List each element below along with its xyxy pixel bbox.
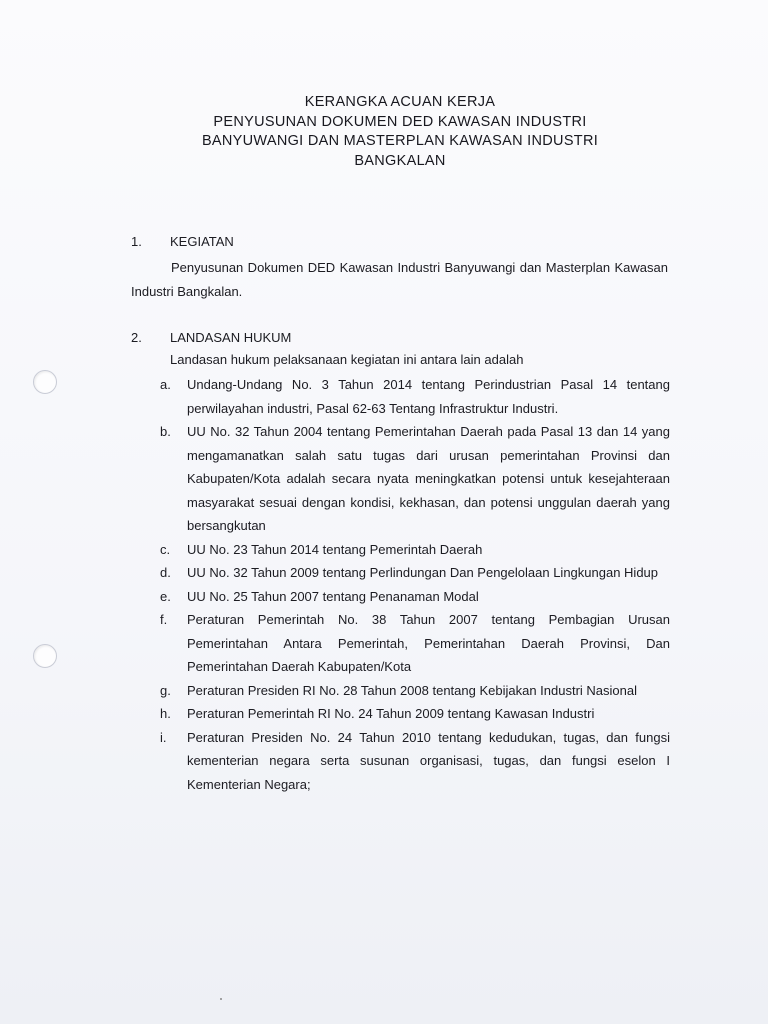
- list-item-text: Peraturan Presiden RI No. 28 Tahun 2008 tentang Kebijakan Industri Nasional: [187, 682, 637, 698]
- list-item: [160, 373, 670, 420]
- title-line: BANYUWANGI DAN MASTERPLAN KAWASAN INDUSTRI: [201, 133, 599, 149]
- punch-hole-top: [33, 370, 57, 394]
- list-item-text: Peraturan Pemerintah No. 38 Tahun 2007 tentang Pembagian Urusan Pemerintahan Antara Pemerintah, Pemerintahan Daerah Provinsi, Dan Pemerintahan Daerah Kabupaten/Kota: [187, 612, 670, 674]
- section-2-heading: LANDASAN HUKUM: [170, 330, 292, 345]
- list-item-letter: f.: [160, 612, 168, 627]
- title-line: BANGKALAN: [354, 152, 446, 169]
- list-item-text: UU No. 25 Tahun 2007 tentang Penanaman Modal: [187, 588, 479, 604]
- title-line: PENYUSUNAN DOKUMEN DED KAWASAN INDUSTRI: [213, 113, 587, 130]
- list-item: [160, 585, 670, 609]
- section-1-heading: KEGIATAN: [170, 234, 234, 249]
- punch-hole-bottom: [33, 644, 57, 668]
- list-item: [160, 702, 670, 726]
- list-item-letter: b.: [160, 424, 171, 439]
- list-item: [160, 420, 670, 538]
- section-1-number: 1.: [131, 234, 142, 249]
- list-item-text: UU No. 32 Tahun 2009 tentang Perlindungan Dan Pengelolaan Lingkungan Hidup: [187, 565, 659, 580]
- list-item: [160, 679, 670, 703]
- list-item-letter: d.: [160, 565, 171, 580]
- list-item: [160, 726, 670, 797]
- section-1-paragraph: Penyusunan Dokumen DED Kawasan Industri Banyuwangi dan Masterplan Kawasan Industri Bangkalan.: [131, 260, 668, 299]
- document-title: [130, 93, 670, 171]
- legal-basis-list: [160, 373, 670, 796]
- list-item: [160, 608, 670, 679]
- list-item-text: Peraturan Pemerintah RI No. 24 Tahun 2009 tentang Kawasan Industri: [187, 706, 595, 721]
- list-item-text: Undang-Undang No. 3 Tahun 2014 tentang Perindustrian Pasal 14 tentang perwilayahan industri, Pasal 62-63 Tentang Infrastruktur Industri.: [187, 377, 670, 416]
- list-item-text: UU No. 23 Tahun 2014 tentang Pemerintah Daerah: [187, 541, 483, 557]
- list-item: [160, 561, 670, 585]
- list-item-letter: i.: [160, 729, 167, 745]
- list-item-letter: e.: [160, 588, 171, 604]
- list-item: [160, 538, 670, 562]
- list-item-text: Peraturan Presiden No. 24 Tahun 2010 tentang kedudukan, tugas, dan fungsi kementerian negara serta susunan organisasi, tugas, dan fungsi eselon I Kementerian Negara;: [187, 729, 670, 792]
- list-item-letter: g.: [160, 682, 171, 698]
- title-line: KERANGKA ACUAN KERJA: [304, 94, 496, 110]
- list-item-text: UU No. 32 Tahun 2004 tentang Pemerintahan Daerah pada Pasal 13 dan 14 yang mengamanatkan salah satu tugas dari urusan pemerintahan Provinsi dan Kabupaten/Kota adalah secara nyata meningkatkan potensi untuk kesejahteraan masyarakat sesuai dengan kondisi, kekhasan, dan potensi unggulan daerah yang bersangkutan: [187, 424, 670, 533]
- scan-speck: [220, 998, 222, 1000]
- section-2-intro: Landasan hukum pelaksanaan kegiatan ini antara lain adalah: [170, 352, 524, 367]
- list-item-letter: a.: [160, 377, 171, 392]
- section-2-number: 2.: [131, 330, 142, 345]
- list-item-letter: h.: [160, 706, 171, 721]
- list-item-letter: c.: [160, 541, 171, 557]
